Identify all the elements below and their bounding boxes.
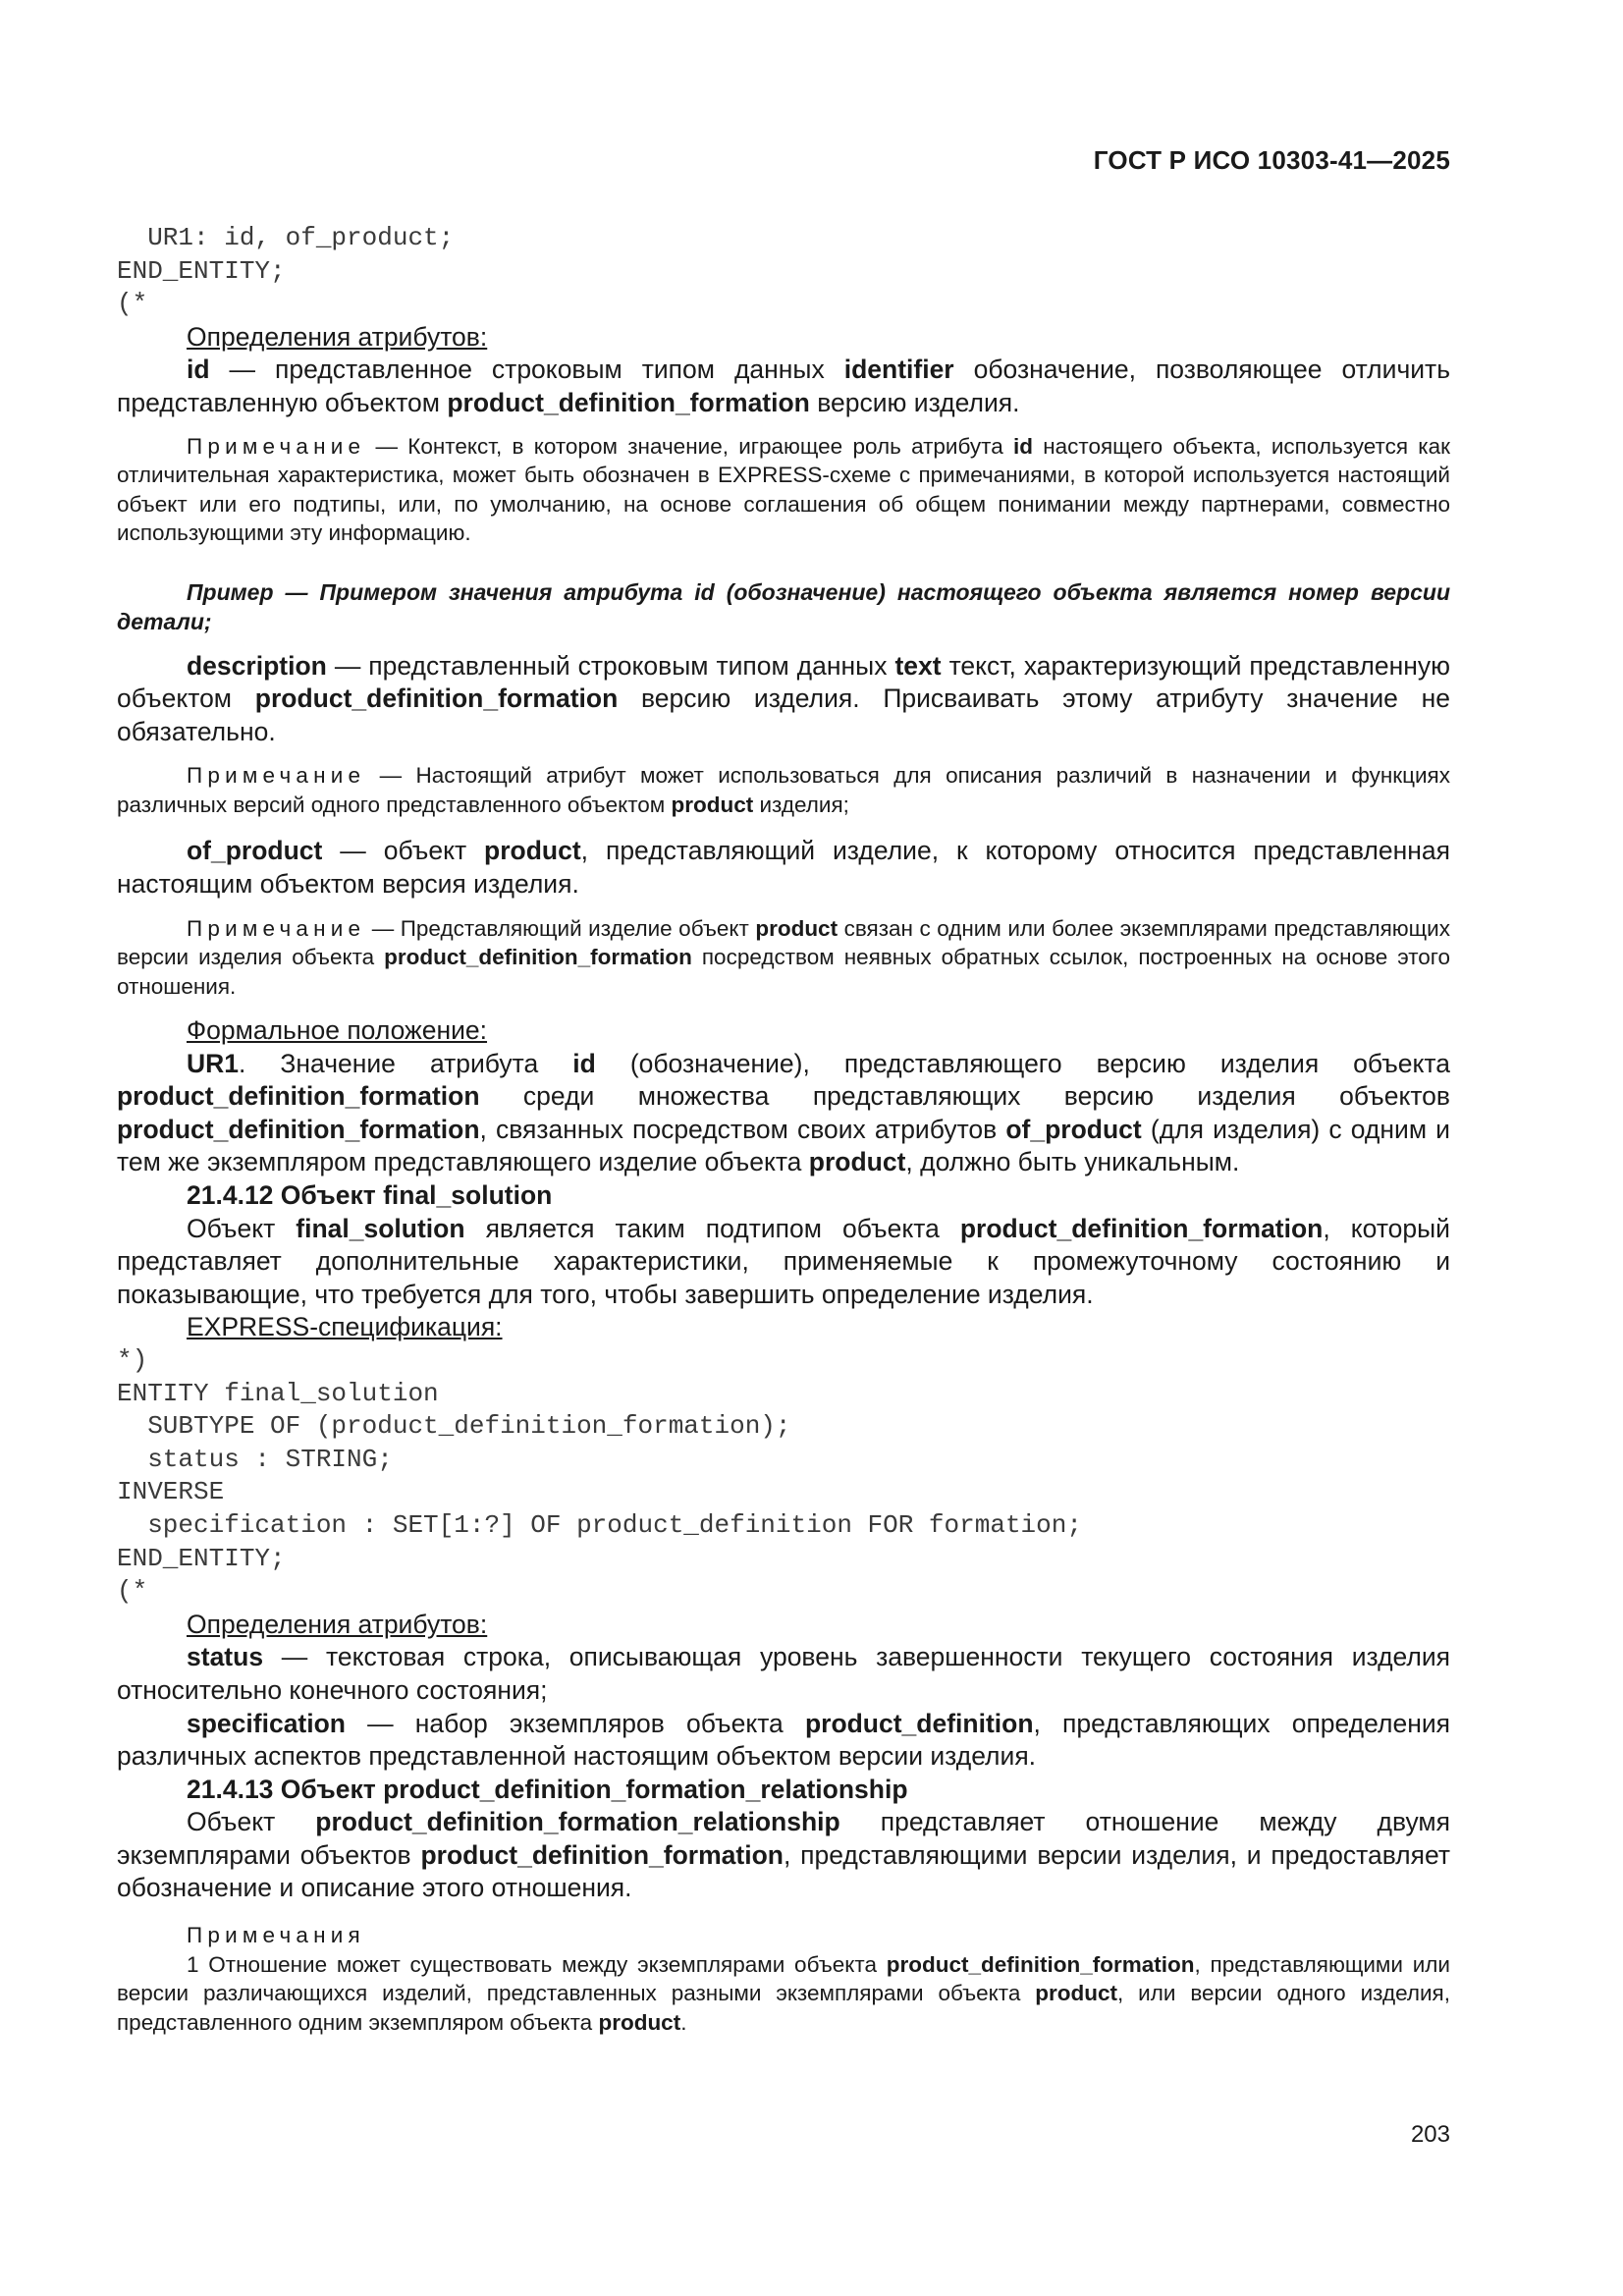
section-heading-21-4-12: 21.4.12 Объект final_solution: [187, 1180, 553, 1210]
definition-specification: specification — набор экземпляров объекта product_definition, представляющих определения различных аспектов представленной настоящим объектом версии изделия.: [117, 1708, 1450, 1772]
note-of-product: Примечание — Представляющий изделие объект product связан с одним или более экземплярами представляющих версии изделия объекта product_definition_formation посредством неявных обратных ссылок, построенных на основе этого отношения.: [117, 915, 1450, 999]
definition-description: description — представленный строковым типом данных text текст, характеризующий представленную объектом product_definition_formation версию изделия. Присваивать этому атрибуту значение не обязательно.: [117, 650, 1450, 746]
note-context: Примечание — Контекст, в котором значение, играющее роль атрибута id настоящего объекта, используется как отличительная характеристика, может быть обозначен в EXPRESS-схеме с примечаниями, в которой используется настоящий объект или его подтипы, или, по умолчанию, на основе соглашения об общем понимании между партнерами, совместно использующими эту информацию.: [117, 433, 1450, 546]
code-line: ENTITY final_solution: [117, 1378, 439, 1408]
formal-proposition-ur1: UR1. Значение атрибута id (обозначение), представляющего версию изделия объекта product_definition_formation среди множества представляющих версию изделия объектов product_definition_formation, связанных посредством своих атрибутов of_product (для изделия) с одним и тем же экземпляром представляющего изделие объекта product, должно быть уникальным.: [117, 1048, 1450, 1177]
code-line: END_ENTITY;: [117, 255, 286, 286]
code-line: UR1: id, of_product;: [117, 223, 455, 252]
section-heading-21-4-13: 21.4.13 Объект product_definition_formation_relationship: [187, 1774, 908, 1804]
document-header: ГОСТ Р ИСО 10303-41—2025: [1093, 145, 1450, 175]
express-spec-heading: EXPRESS-спецификация:: [187, 1312, 503, 1342]
note-relationship-1: 1 Отношение может существовать между экземплярами объекта product_definition_formation, представляющими или версии различающихся изделий, представленных разными экземплярами объекта product, или версии одного изделия, представленного одним экземпляром объекта product.: [117, 1951, 1451, 2035]
code-line: END_ENTITY;: [117, 1543, 286, 1573]
code-block-ur1: [117, 222, 1450, 321]
definition-id: id — представленное строковым типом данных identifier обозначение, позволяющее отличить представленную объектом product_definition_formation версию изделия.: [117, 355, 1450, 417]
definition-of-product: of_product — объект product, представляющий изделие, к которому относится представленная настоящим объектом версия изделия.: [117, 836, 1450, 899]
code-line: specification : SET[1:?] OF product_definition FOR formation;: [117, 1509, 1082, 1540]
attribute-definitions-heading: Определения атрибутов:: [187, 321, 488, 352]
code-line: (*: [117, 1576, 148, 1607]
code-block-final-solution: [117, 1344, 1450, 1609]
code-line: status : STRING;: [117, 1444, 393, 1474]
attribute-definitions-heading-2: Определения атрибутов:: [187, 1609, 488, 1639]
code-line: SUBTYPE OF (product_definition_formation);: [117, 1411, 791, 1442]
code-line: *): [117, 1344, 148, 1375]
code-line: INVERSE: [117, 1477, 225, 1507]
formal-proposition-heading: Формальное положение:: [187, 1015, 488, 1046]
notes-label: Примечания: [187, 1923, 365, 1948]
note-description: Примечание — Настоящий атрибут может использоваться для описания различий в назначении и функциях различных версий одного представленного объектом product изделия;: [117, 763, 1450, 817]
example-id: Пример — Примером значения атрибута id (обозначение) настоящего объекта является номер версии детали;: [117, 578, 1450, 634]
page-number: 203: [1410, 2121, 1450, 2148]
page-content: [117, 222, 1450, 2037]
definition-status: status — текстовая строка, описывающая уровень завершенности текущего состояния изделия относительно конечного состояния;: [117, 1642, 1450, 1705]
section-text-pdf-relationship: Объект product_definition_formation_relationship представляет отношение между двумя экземплярами объектов product_definition_formation, представляющими версии изделия, и предоставляет обозначение и описание этого отношения.: [117, 1807, 1450, 1903]
section-text-final-solution: Объект final_solution является таким подтипом объекта product_definition_formation, который представляет дополнительные характеристики, применяемые к промежуточному состоянию и показывающие, что требуется для того, чтобы завершить определение изделия.: [117, 1213, 1450, 1309]
code-line: (*: [117, 289, 148, 319]
